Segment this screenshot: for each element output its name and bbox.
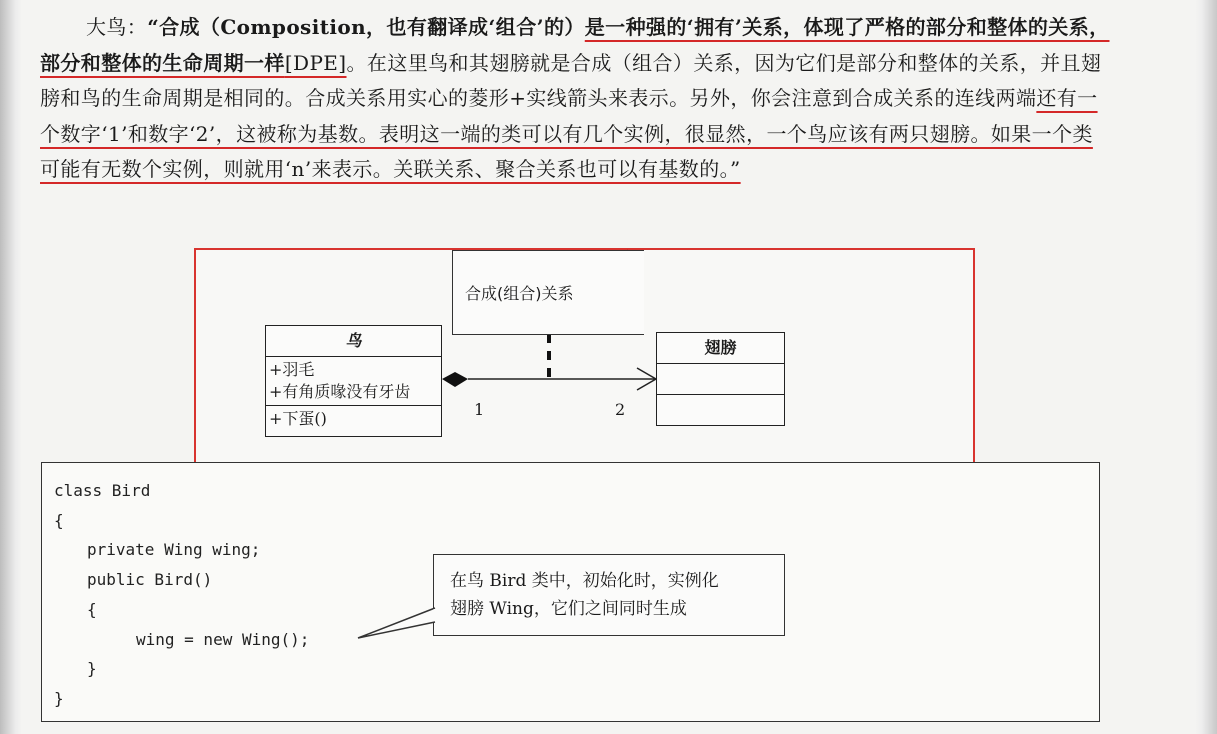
- class-bird-name: 鸟: [266, 326, 441, 357]
- open-quote: “合成（: [147, 15, 221, 39]
- code-line-5: {: [87, 600, 97, 619]
- code-line-7: }: [87, 659, 97, 678]
- note-text: 合成(组合)关系: [465, 284, 574, 303]
- composition-term: Composition: [220, 15, 367, 39]
- class-wing-name: 翅膀: [657, 333, 784, 364]
- explanation-text: 。在这里鸟和其翅膀就是合成（组合）关系，因为它们是部分和整体的关系，并且翅膀和鸟的生命周期是相同的。合成关系用实心的菱形+实线箭头来表示。另外，你会注意到合成关系的连线两端: [40, 50, 1102, 110]
- code-line-6: wing = new Wing();: [136, 630, 310, 649]
- callout-line-1: 在鸟 Bird 类中，初始化时，实例化: [450, 571, 719, 591]
- dpe-reference: [DPE]: [284, 50, 347, 75]
- attr-feather: +羽毛: [269, 360, 315, 379]
- code-line-4: public Bird(): [87, 570, 213, 589]
- op-lay-egg: +下蛋(): [269, 409, 327, 428]
- code-line-8: }: [54, 689, 64, 708]
- code-line-1: class Bird: [54, 481, 151, 500]
- multiplicity-bird: 1: [474, 400, 485, 419]
- speaker-label: 大鸟：: [86, 15, 148, 39]
- intro-rest: ，也有翻译成‘组合’的）: [366, 15, 585, 39]
- underlined-multiplicity: 还有一个数字‘1’和数字‘2’，这被称为基数。表明这一端的类可以有几个实例，很显然，一个鸟应该有两只翅膀。如果一个类可能有无数个实例，则就用‘n’来表示。关联关系、聚合关系也可以有基数的。”: [40, 86, 1098, 181]
- attr-beak: +有角质喙没有牙齿: [269, 382, 411, 401]
- code-line-3: private Wing wing;: [87, 540, 261, 559]
- multiplicity-wing: 2: [615, 400, 626, 419]
- code-line-2: {: [54, 511, 64, 530]
- underlined-definition: 是一种强的‘拥有’关系，体现了严格的部分和整体的关系，部分和整体的生命周期一样: [40, 15, 1110, 75]
- callout-line-2: 翅膀 Wing，它们之间同时生成: [450, 599, 687, 619]
